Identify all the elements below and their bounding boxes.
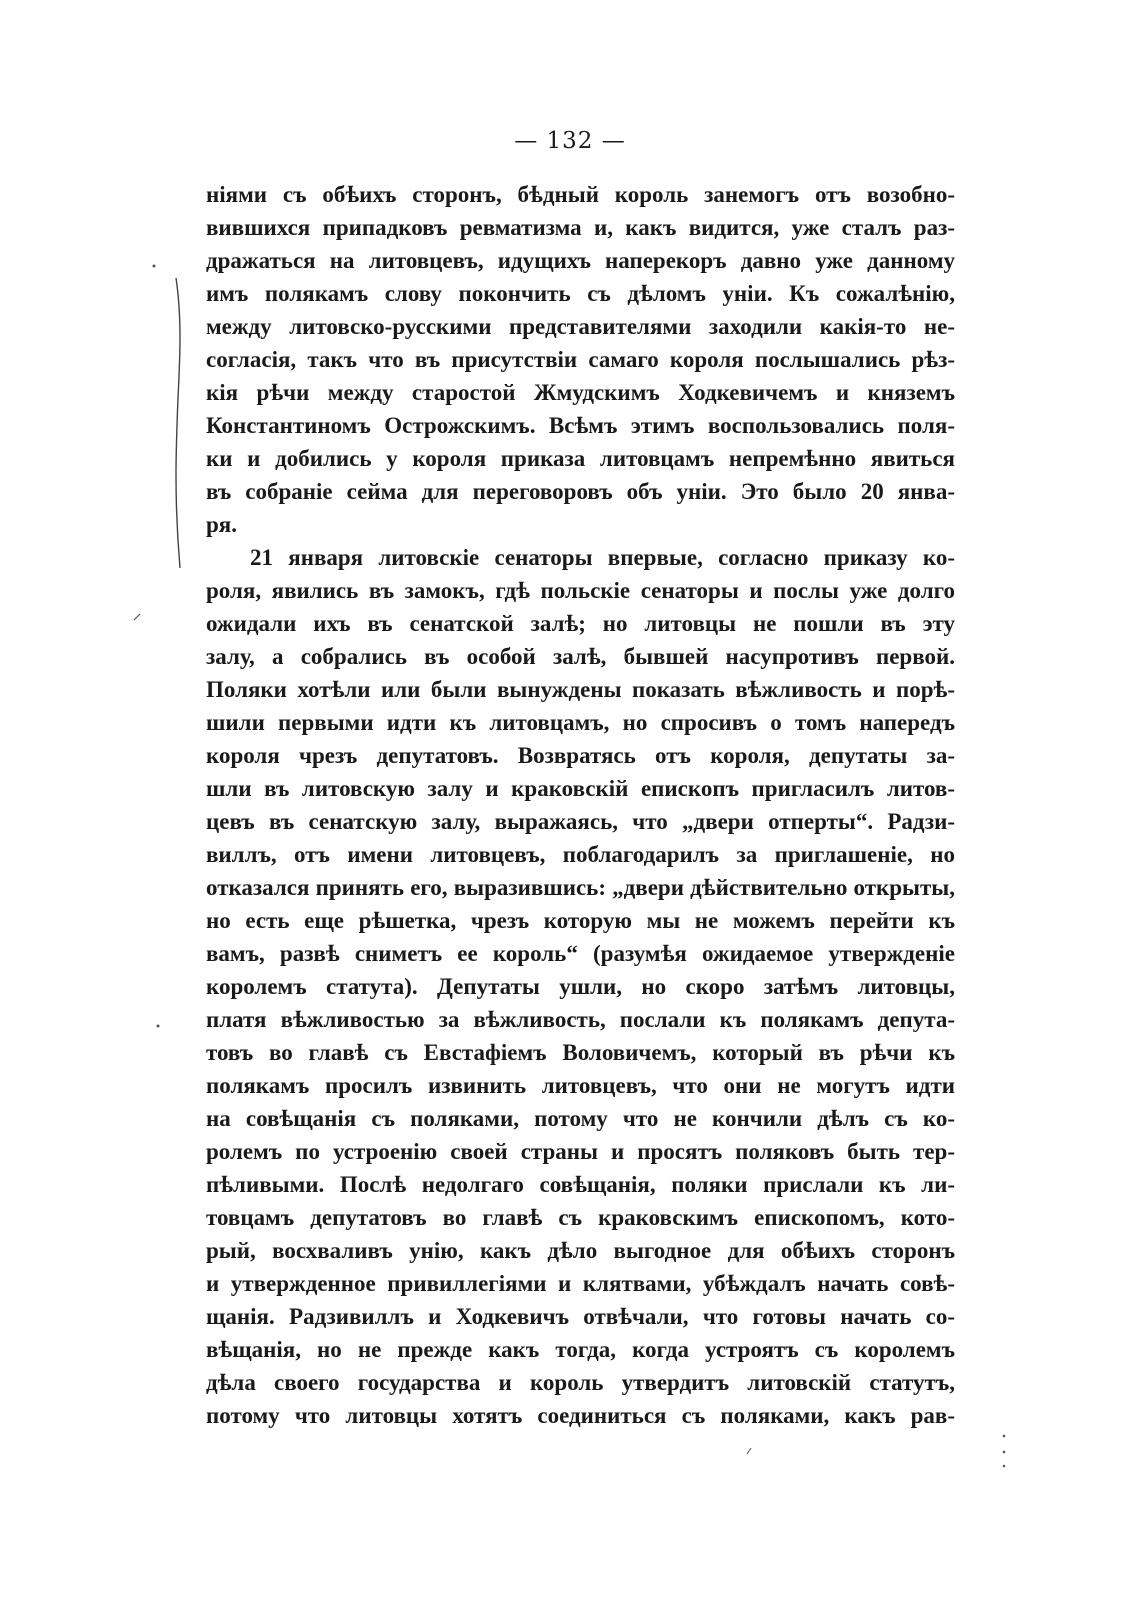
text-line: пѣливыми. Послѣ недолгаго совѣщанія, поляки прислали къ ли- — [206, 1172, 955, 1197]
text-line: ря. — [206, 512, 237, 537]
text-line: въ собраніе сейма для переговоровъ объ уніи. Это было 20 янва- — [206, 479, 955, 504]
text-line: полякамъ просилъ извинить литовцевъ, что они не могутъ идти — [206, 1073, 955, 1098]
margin-tick-mark — [132, 612, 142, 622]
text-line: отказался принять его, выразившись: „двери дѣйствительно открыты, — [206, 875, 955, 900]
text-line: короля чрезъ депутатовъ. Возвратясь отъ короля, депутаты за- — [206, 743, 955, 768]
text-line: и утвержденное привиллегіями и клятвами, убѣждалъ начать совѣ- — [206, 1271, 955, 1296]
margin-dot-mark — [154, 1022, 162, 1030]
margin-dot-mark — [1000, 1432, 1008, 1472]
text-line: ролемъ по устроенію своей страны и просятъ поляковъ быть тер- — [206, 1139, 955, 1164]
page-number: — 132 — — [514, 128, 626, 154]
text-line: дѣла своего государства и король утвердитъ литовскій статутъ, — [206, 1370, 955, 1395]
body-text — [206, 178, 955, 1432]
text-line: товъ во главѣ съ Евстафіемъ Воловичемъ, который въ рѣчи къ — [206, 1040, 955, 1065]
text-line: потому что литовцы хотятъ соединиться съ поляками, какъ рав- — [206, 1403, 955, 1428]
text-line: роля, явились въ замокъ, гдѣ польскіе сенаторы и послы уже долго — [206, 578, 955, 603]
text-line: кія рѣчи между старостой Жмудскимъ Ходкевичемъ и княземъ — [206, 380, 955, 405]
text-line: согласія, такъ что въ присутствіи самаго короля послышались рѣз- — [206, 347, 955, 372]
text-line: ніями съ обѣихъ сторонъ, бѣдный король занемогъ отъ возобно- — [206, 182, 955, 207]
text-line: имъ полякамъ слову покончить съ дѣломъ уніи. Къ сожалѣнію, — [206, 281, 955, 306]
margin-tick-mark — [745, 1446, 753, 1456]
text-line: ожидали ихъ въ сенатской залѣ; но литовцы не пошли въ эту — [206, 611, 955, 636]
text-line: шли въ литовскую залу и краковскій епископъ пригласилъ литов- — [206, 776, 955, 801]
text-line: 21 января литовскіе сенаторы впервые, согласно приказу ко- — [250, 545, 955, 570]
text-line: цевъ въ сенатскую залу, выражаясь, что „двери отперты“. Радзи- — [206, 809, 955, 834]
text-line: рый, восхваливъ унію, какъ дѣло выгодное для обѣихъ сторонъ — [206, 1238, 955, 1263]
text-line: дражаться на литовцевъ, идущихъ наперекоръ давно уже данному — [206, 248, 955, 273]
text-line: залу, а собрались въ особой залѣ, бывшей насупротивъ первой. — [206, 644, 955, 669]
text-line: виллъ, отъ имени литовцевъ, поблагодарилъ за приглашеніе, но — [206, 842, 955, 867]
text-line: щанія. Радзивиллъ и Ходкевичъ отвѣчали, что готовы начать со- — [206, 1304, 955, 1329]
text-line: шили первыми идти къ литовцамъ, но спросивъ о томъ напередъ — [206, 710, 955, 735]
text-line: вѣщанія, но не прежде какъ тогда, когда устроятъ съ королемъ — [206, 1337, 955, 1362]
text-line: вившихся припадковъ ревматизма и, какъ видится, уже сталъ раз- — [206, 215, 955, 240]
text-line: между литовско-русскими представителями заходили какія-то не- — [206, 314, 955, 339]
text-line: вамъ, развѣ сниметъ ее король“ (разумѣя ожидаемое утвержденіе — [206, 941, 955, 966]
text-line: но есть еще рѣшетка, чрезъ которую мы не можемъ перейти къ — [206, 908, 955, 933]
margin-bracket-mark — [170, 278, 186, 568]
text-line: ки и добились у короля приказа литовцамъ непремѣнно явиться — [206, 446, 955, 471]
text-line: Поляки хотѣли или были вынуждены показать вѣжливость и порѣ- — [206, 677, 955, 702]
text-line: платя вѣжливостью за вѣжливость, послали къ полякамъ депута- — [206, 1007, 955, 1032]
text-line: товцамъ депутатовъ во главѣ съ краковскимъ епископомъ, кото- — [206, 1205, 955, 1230]
text-line: Константиномъ Острожскимъ. Всѣмъ этимъ воспользовались поля- — [206, 413, 955, 438]
text-line: на совѣщанія съ поляками, потому что не кончили дѣлъ съ ко- — [206, 1106, 955, 1131]
text-line: королемъ статута). Депутаты ушли, но скоро затѣмъ литовцы, — [206, 974, 955, 999]
margin-dot-mark — [150, 262, 158, 270]
